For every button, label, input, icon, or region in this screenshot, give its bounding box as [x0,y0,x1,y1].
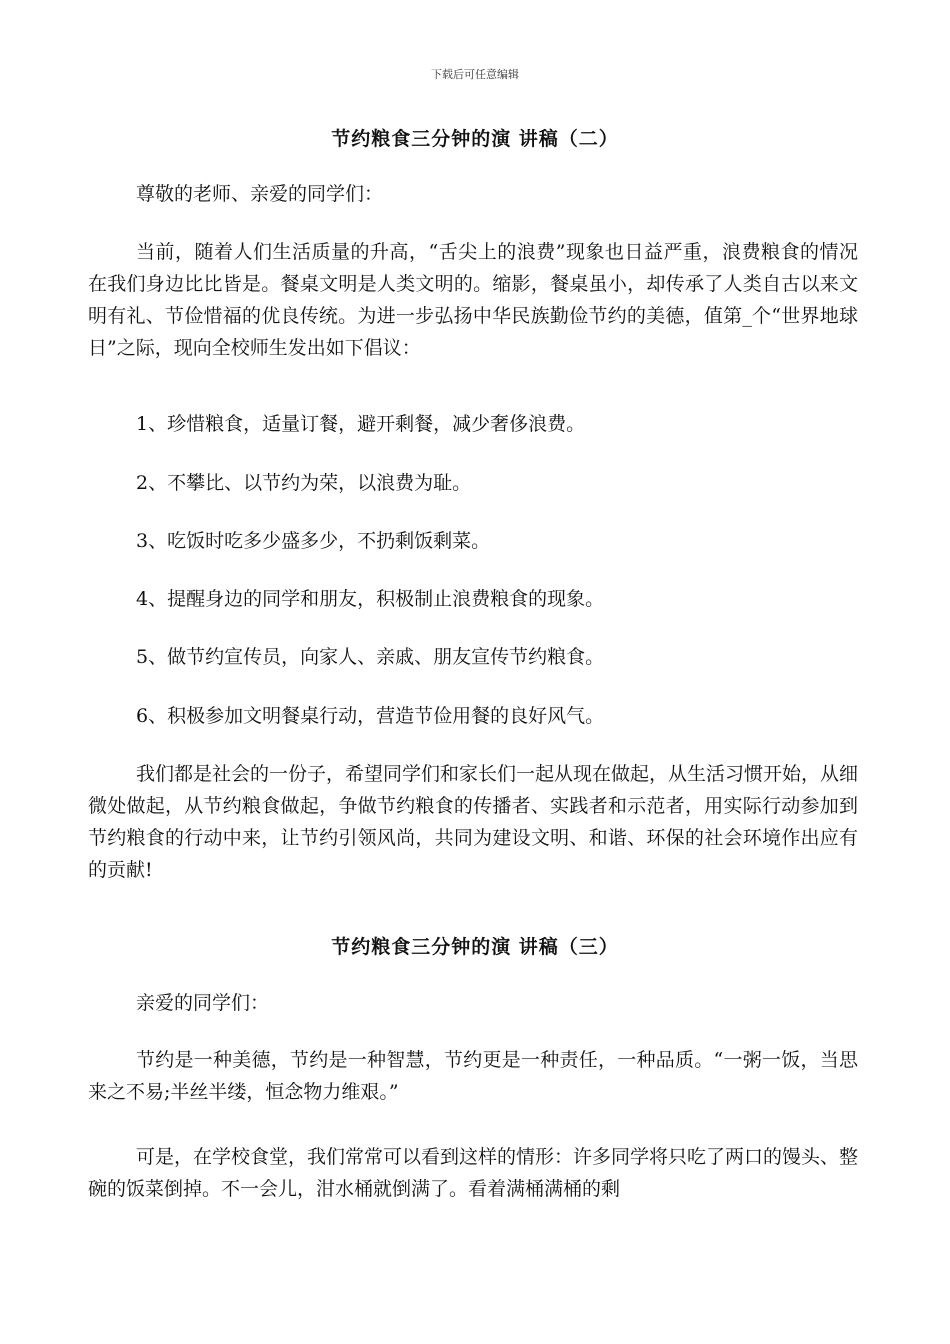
list-item: 2、不攀比、以节约为荣，以浪费为耻。 [136,472,472,494]
section-2-title: 节约粮食三分钟的演 讲稿（二） [331,128,619,150]
section-2-intro: 当前，随着人们生活质量的升高，“舌尖上的浪费”现象也日益严重，浪费粮食的情况在我们身边比比皆是。餐桌文明是人类文明的。缩影，餐桌虽小，却传承了人类自古以来文明有礼、节俭惜福的优良传统。为进一步弘扬中华民族勤俭节约的美德，值第_个“世界地球日”之际，现向全校师生发出如下倡议： [88,241,858,359]
section-3-paragraph-2: 可是，在学校食堂，我们常常可以看到这样的情形：许多同学将只吃了两口的馒头、整碗的饭菜倒掉。不一会儿，泔水桶就倒满了。看着满桶满桶的剩 [88,1146,859,1200]
section-3-greeting: 亲爱的同学们： [136,992,270,1014]
list-item: 5、做节约宣传员，向家人、亲戚、朋友宣传节约粮食。 [136,646,605,668]
section-3-title: 节约粮食三分钟的演 讲稿（三） [331,936,619,958]
list-item: 3、吃饭时吃多少盛多少，不扔剩饭剩菜。 [136,530,491,552]
list-item: 6、积极参加文明餐桌行动，营造节俭用餐的良好风气。 [136,705,605,727]
header-note: 下载后可任意编辑 [431,68,519,81]
section-2-greeting: 尊敬的老师、亲爱的同学们： [136,183,384,205]
section-3-paragraph-1: 节约是一种美德，节约是一种智慧，节约更是一种责任，一种品质。“一粥一饭，当思来之不易;半丝半缕，恒念物力维艰。” [88,1049,858,1103]
list-item: 4、提醒身边的同学和朋友，积极制止浪费粮食的现象。 [136,588,605,610]
section-2-closing: 我们都是社会的一份子，希望同学们和家长们一起从现在做起，从生活习惯开始，从细微处做起，从节约粮食做起，争做节约粮食的传播者、实践者和示范者，用实际行动参加到节约粮食的行动中来，让节约引领风尚，共同为建设文明、和谐、环保的社会环境作出应有的贡献! [88,763,859,881]
list-item: 1、珍惜粮食，适量订餐，避开剩餐，减少奢侈浪费。 [136,413,586,435]
